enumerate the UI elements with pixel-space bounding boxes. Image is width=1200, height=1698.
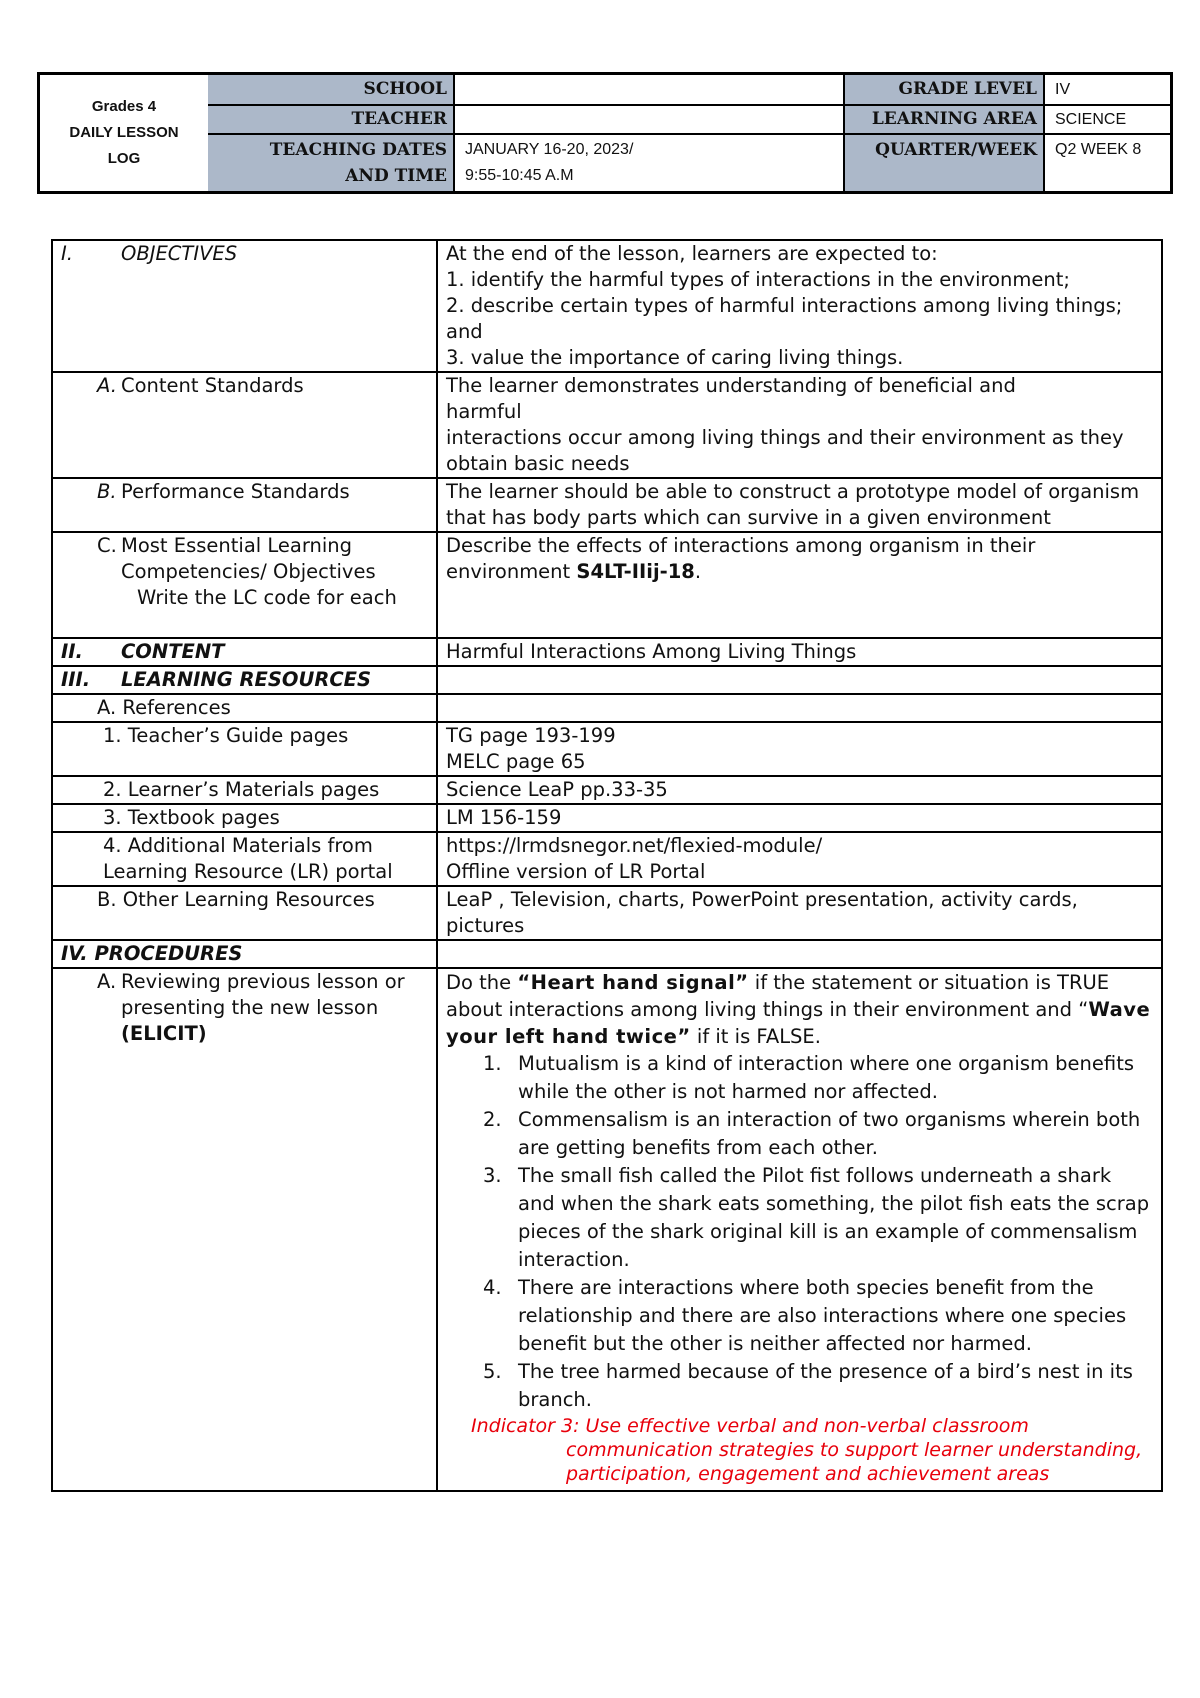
log-title	[40, 75, 210, 191]
elicit-instructions	[446, 969, 1154, 1050]
table-row	[52, 532, 1162, 638]
row-marker: C.	[97, 534, 117, 557]
empty-cell	[437, 694, 1162, 722]
list-item	[446, 1358, 1154, 1414]
resource-label: 2. Learner’s Materials pages	[52, 776, 437, 804]
table-row	[52, 694, 1162, 722]
resource-value: LM 156-159	[437, 804, 1162, 832]
school-value	[455, 75, 845, 104]
list-item	[446, 1162, 1154, 1274]
resource-value: Science LeaP pp.33-35	[437, 776, 1162, 804]
header-row-school	[208, 75, 1170, 106]
teacher-label: TEACHER	[208, 106, 455, 133]
learning-resources-heading	[52, 666, 437, 694]
teaching-dates-value	[455, 135, 845, 191]
content-standards-value	[437, 372, 1162, 478]
resource-value	[437, 722, 1162, 776]
log-title-line: Grades 4	[91, 98, 157, 115]
references-label: A. References	[52, 694, 437, 722]
instruction-signal: Wave your left hand twice”	[446, 998, 1151, 1048]
teacher-value	[455, 106, 845, 133]
table-row	[52, 722, 1162, 776]
indicator-note	[446, 1414, 1154, 1490]
row-label: Performance Standards	[121, 480, 350, 503]
instruction-text: Do the	[446, 971, 512, 994]
grade-level-label: GRADE LEVEL	[845, 75, 1045, 104]
list-item	[446, 1050, 1154, 1106]
section-number: II.	[61, 640, 83, 663]
text-line: The learner demonstrates understanding of beneficial and harmful	[446, 374, 1016, 423]
teaching-dates-value-line: JANUARY 16-20, 2023/	[465, 141, 634, 158]
resource-value	[437, 832, 1162, 886]
log-title-line: LOG	[107, 150, 141, 167]
quarter-week-label: QUARTER/WEEK	[845, 135, 1045, 191]
elicit-label	[52, 968, 437, 1491]
item-text: Commensalism is an interaction of two organisms wherein both are getting benefits from each other.	[518, 1108, 1141, 1159]
resource-label: 3. Textbook pages	[52, 804, 437, 832]
section-label: LEARNING RESOURCES	[121, 668, 372, 691]
text-line: TG page 193-199	[446, 724, 616, 747]
indicator-line: communication strategies to support learner understanding, participation, engagement and achievement areas	[566, 1439, 1143, 1485]
header-table	[37, 72, 1173, 194]
instruction-text: if the statement or situation is TRUE about interactions among living things in their environment and “	[446, 971, 1110, 1021]
item-number: 1.	[483, 1052, 502, 1075]
table-row	[52, 886, 1162, 940]
row-label: Content Standards	[121, 374, 304, 397]
item-text: The tree harmed because of the presence of a bird’s nest in its branch.	[518, 1360, 1133, 1411]
table-row	[52, 968, 1162, 1491]
table-row	[52, 240, 1162, 372]
text-line: Offline version of LR Portal	[446, 860, 706, 883]
item-text: Mutualism is a kind of interaction where one organism benefits while the other is not harmed nor affected.	[518, 1052, 1135, 1103]
section-label: PROCEDURES	[94, 942, 243, 965]
indicator-line: Indicator 3: Use effective verbal and non-verbal classroom	[471, 1415, 1029, 1437]
resource-label	[52, 832, 437, 886]
row-marker: A.	[97, 970, 117, 993]
table-row	[52, 638, 1162, 666]
instruction-text: if it is FALSE.	[696, 1025, 821, 1048]
melc-value	[437, 532, 1162, 638]
grade-level-value: IV	[1055, 81, 1071, 98]
item-number: 4.	[483, 1276, 502, 1299]
procedures-heading	[52, 940, 437, 968]
melc-label	[52, 532, 437, 638]
learning-area-label: LEARNING AREA	[845, 106, 1045, 133]
melc-end: .	[694, 560, 702, 583]
section-number: IV.	[61, 942, 88, 965]
table-row	[52, 776, 1162, 804]
objectives-intro: At the end of the lesson, learners are expected to:	[446, 242, 938, 265]
section-number: I.	[61, 242, 73, 265]
text-line: MELC page 65	[446, 750, 586, 773]
learning-area-value: SCIENCE	[1055, 111, 1127, 128]
melc-code: S4LT-IIij-18	[576, 560, 695, 583]
teaching-dates-label-line: TEACHING DATES	[269, 140, 447, 160]
elicit-tag: (ELICIT)	[121, 1022, 207, 1045]
item-number: 5.	[483, 1360, 502, 1383]
statement-list	[446, 1050, 1154, 1414]
content-standards-label	[52, 372, 437, 478]
text-line: interactions occur among living things and their environment as they obtain basic needs	[446, 426, 1124, 475]
content-value: Harmful Interactions Among Living Things	[437, 638, 1162, 666]
row-marker: A.	[97, 374, 117, 397]
lr-portal-link[interactable]: https://lrmdsnegor.net/flexied-module/	[446, 834, 823, 857]
section-label: CONTENT	[121, 640, 225, 663]
table-row	[52, 666, 1162, 694]
school-label: SCHOOL	[208, 75, 455, 104]
performance-standards-label	[52, 478, 437, 532]
teaching-dates-label-line: AND TIME	[345, 166, 447, 186]
other-resources-label: B. Other Learning Resources	[52, 886, 437, 940]
melc-text: Describe the effects of interactions among organism in their environment	[446, 534, 1036, 583]
objectives-content	[437, 240, 1162, 372]
list-item	[446, 1274, 1154, 1358]
teaching-dates-label	[208, 135, 455, 191]
item-text: There are interactions where both species benefit from the relationship and there are also interactions where one species benefit but the other is neither affected nor harmed.	[518, 1276, 1127, 1355]
objective-item: 1. identify the harmful types of interactions in the environment;	[446, 268, 1070, 291]
section-number: III.	[61, 668, 91, 691]
item-number: 2.	[483, 1108, 502, 1131]
row-sublabel: Write the LC code for each	[137, 586, 397, 609]
teaching-dates-value-line: 9:55-10:45 A.M	[465, 167, 574, 184]
list-item	[446, 1106, 1154, 1162]
empty-cell	[437, 940, 1162, 968]
row-label: Most Essential Learning Competencies/ Objectives	[121, 534, 376, 583]
additional-materials-label: 4. Additional Materials from Learning Resource (LR) portal	[103, 834, 393, 883]
content-heading	[52, 638, 437, 666]
table-row	[52, 372, 1162, 478]
other-resources-value: LeaP , Television, charts, PowerPoint presentation, activity cards, pictures	[437, 886, 1162, 940]
item-text: The small fish called the Pilot fist follows underneath a shark and when the shark eats something, the pilot fish eats the scrap pieces of the shark original kill is an example of commensalism interaction.	[518, 1164, 1150, 1271]
log-title-line: DAILY LESSON	[69, 124, 179, 141]
quarter-week-value: Q2 WEEK 8	[1055, 141, 1142, 158]
lesson-log-table	[51, 239, 1163, 1492]
elicit-content	[437, 968, 1162, 1491]
empty-cell	[437, 666, 1162, 694]
table-row	[52, 478, 1162, 532]
row-label: Reviewing previous lesson or presenting the new lesson	[121, 970, 405, 1019]
header-row-dates	[208, 135, 1170, 191]
table-row	[52, 804, 1162, 832]
header-row-teacher	[208, 106, 1170, 135]
table-row	[52, 940, 1162, 968]
instruction-signal: “Heart hand signal”	[517, 971, 749, 994]
objective-item: 3. value the importance of caring living things.	[446, 346, 904, 369]
table-row	[52, 832, 1162, 886]
objectives-heading	[52, 240, 437, 372]
row-marker: B.	[97, 480, 117, 503]
performance-standards-value: The learner should be able to construct a prototype model of organism that has body parts which can survive in a given environment	[437, 478, 1162, 532]
resource-label: 1. Teacher’s Guide pages	[52, 722, 437, 776]
section-label: OBJECTIVES	[121, 242, 238, 265]
item-number: 3.	[483, 1164, 502, 1187]
objective-item: 2. describe certain types of harmful interactions among living things; and	[446, 294, 1123, 343]
